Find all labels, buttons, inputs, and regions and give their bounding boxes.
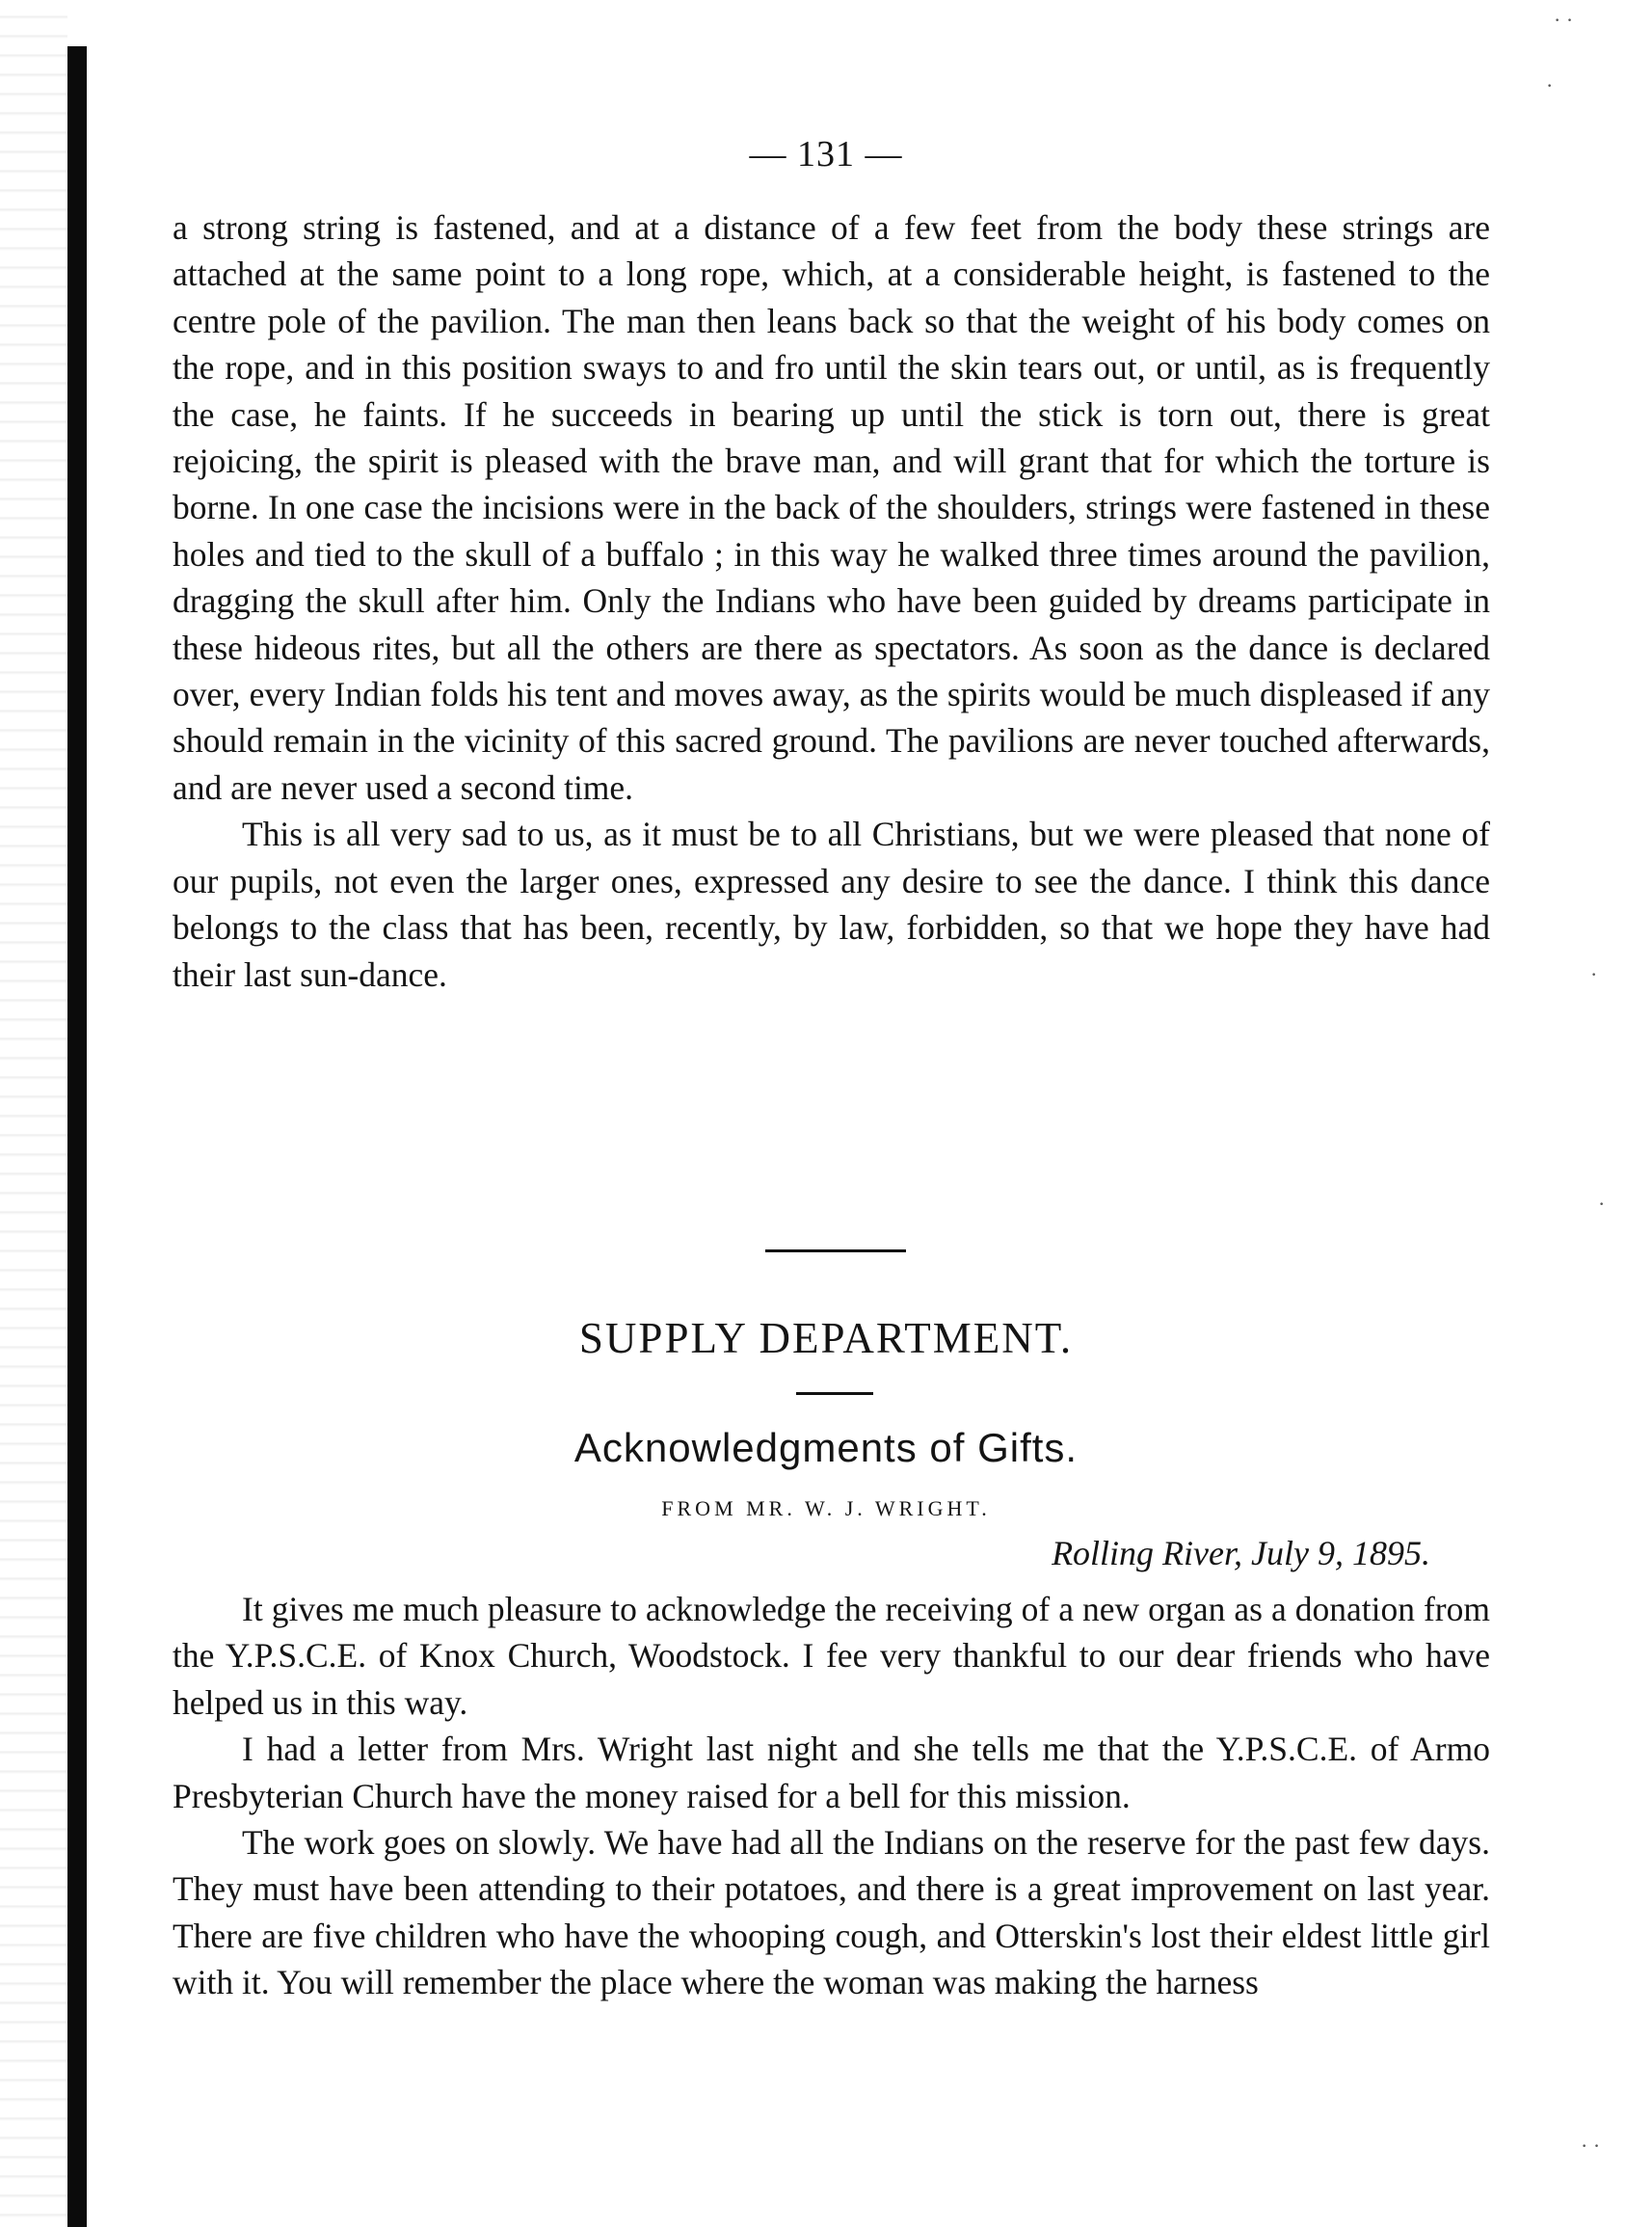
scan-edge-speckle xyxy=(0,0,67,2227)
article-continuation xyxy=(173,204,1490,998)
binding-edge-shadow xyxy=(67,46,87,2227)
scan-speck: · · xyxy=(1581,2133,1601,2158)
page-number: — 131 — xyxy=(749,134,903,174)
scan-speck: · xyxy=(1590,962,1598,986)
article-paragraph: a strong string is fastened, and at a distance of a few feet from the body these strings are attached at the same point to a long rope, which, at a considerable height, is fastened to the centre pole of the pavilion. The man then leans back so that the weight of his body comes on the rope, and in this position sways to and fro until the skin tears out, or until, as is frequently the case, he faints. If he succeeds in bearing up until the stick is torn out, there is great rejoicing, the spirit is pleased with the brave man, and will grant that for which the torture is borne. In one case the incisions were in the back of the shoulders, strings were fastened in these holes and tied to the skull of a buffalo ; in this way he walked three times around the pavilion, dragging the skull after him. Only the Indians who have been guided by dreams participate in these hideous rites, but all the others are there as spectators. As soon as the dance is declared over, every Indian folds his tent and moves away, as the spirits would be much displeased if any should remain in the vicinity of this sacred ground. The pavilions are never touched afterwards, and are never used a second time. xyxy=(173,208,1490,807)
heading-divider xyxy=(796,1392,873,1395)
section-divider xyxy=(765,1249,906,1252)
letter-paragraph: The work goes on slowly. We have had all the Indians on the reserve for the past few days. They must have been attending to their potatoes, and there is a great improvement on last year. There are five children who have the whooping cough, and Otterskin's lost their eldest little girl with it. You will remember the place where the woman was making the harness xyxy=(173,1823,1490,2002)
scan-speck: · xyxy=(1546,73,1554,97)
letter-body xyxy=(173,1586,1490,2006)
letter-from-line: FROM MR. W. J. WRIGHT. xyxy=(661,1496,991,1520)
letter-paragraph: I had a letter from Mrs. Wright last night and she tells me that the Y.P.S.C.E. of Armo Presbyterian Church have the money raised for a bell for this mission. xyxy=(173,1730,1490,1815)
scan-speck: · xyxy=(1598,1192,1606,1216)
acknowledgments-subheading: Acknowledgments of Gifts. xyxy=(573,1425,1079,1470)
section-heading: SUPPLY DEPARTMENT. xyxy=(578,1314,1074,1362)
article-paragraph: This is all very sad to us, as it must be to all Christians, but we were pleased that none of our pupils, not even the larger ones, expressed any desire to see the dance. I think this dance belongs to the class that has been, recently, by law, forbidden, so that we hope they have had their last sun-dance. xyxy=(173,815,1490,994)
letter-paragraph: It gives me much pleasure to acknowledge the receiving of a new organ as a donation from the Y.P.S.C.E. of Knox Church, Woodstock. I fee very thankful to our dear friends who have helped us in this way. xyxy=(173,1590,1490,1722)
scan-speck: · · xyxy=(1554,8,1574,32)
letter-dateline: Rolling River, July 9, 1895. xyxy=(1052,1534,1430,1572)
